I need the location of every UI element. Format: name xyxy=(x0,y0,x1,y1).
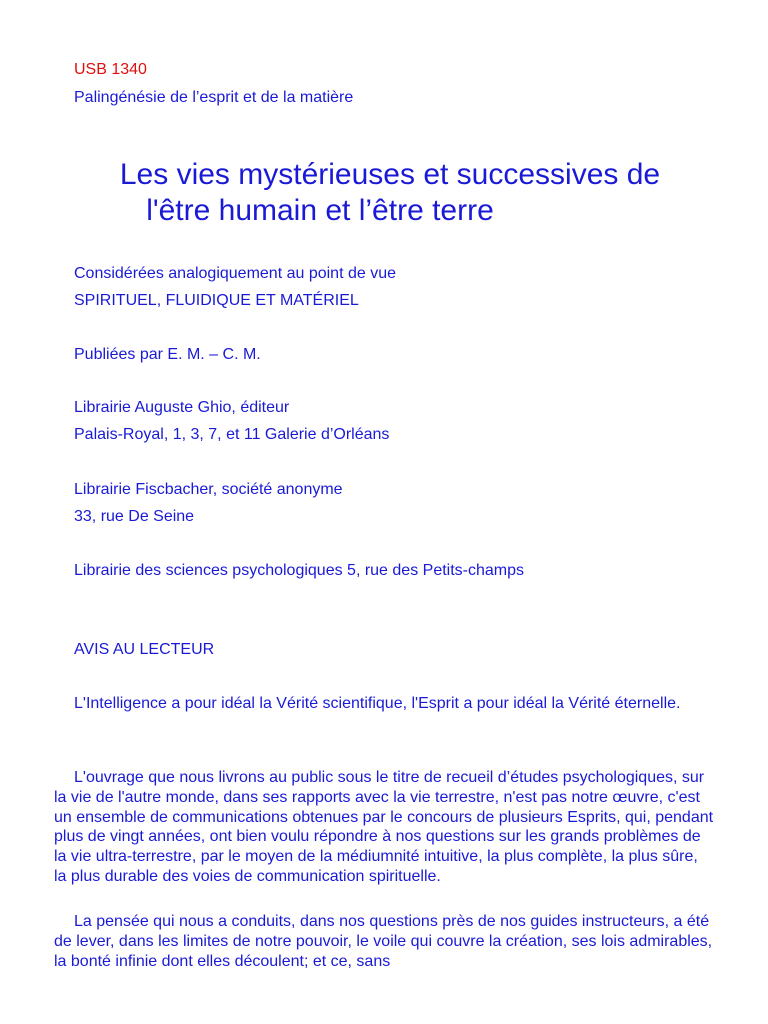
published-by: Publiées par E. M. – C. M. xyxy=(74,346,261,363)
publisher-2-name: Librairie Fiscbacher, société anonyme xyxy=(74,481,343,498)
publisher-2-address: 33, rue De Seine xyxy=(74,508,195,525)
publisher-1-address: Palais-Royal, 1, 3, 7, et 11 Galerie d’Orléans xyxy=(74,426,390,443)
considered-line-1: Considérées analogiquement au point de vue xyxy=(74,265,397,282)
notice-paragraph-2: L'ouvrage que nous livrons au public sous le titre de recueil d’études psychologiques, sur la vie de l'autre monde, dans ses rapports avec la vie terrestre, n'est pas notre œuvre, c'est un ensemble de communications obtenues par le concours de plusieurs Esprits, qui, pendant plus de vingt années, ont bien voulu répondre à nos questions sur les grands problèmes de la vie ultra-terrestre, par le moyen de la médiumnité intuitive, la plus complète, la plus sûre, la plus durable des voies de communication spirituelle. xyxy=(54,769,714,885)
notice-heading: AVIS AU LECTEUR xyxy=(74,641,215,658)
document-subtitle: Palingénésie de l’esprit et de la matière xyxy=(74,89,354,106)
document-code: USB 1340 xyxy=(74,61,147,78)
title-line-1: Les vies mystérieuses et successives de xyxy=(119,158,661,191)
title-line-2: l'être humain et l’être terre xyxy=(146,194,494,227)
publisher-3: Librairie des sciences psychologiques 5, rue des Petits-champs xyxy=(74,562,525,579)
notice-paragraph-3: La pensée qui nous a conduits, dans nos questions près de nos guides instructeurs, a été de lever, dans les limites de notre pouvoir, le voile qui couvre la création, ses lois admirables, la bonté infinie dont elles découlent; et ce, sans xyxy=(54,913,713,970)
notice-paragraph-1: L'Intelligence a pour idéal la Vérité scientifique, l'Esprit a pour idéal la Vérité éternelle. xyxy=(74,695,681,712)
publisher-1-name: Librairie Auguste Ghio, éditeur xyxy=(74,399,290,416)
considered-line-2: SPIRITUEL, FLUIDIQUE ET MATÉRIEL xyxy=(74,292,359,309)
